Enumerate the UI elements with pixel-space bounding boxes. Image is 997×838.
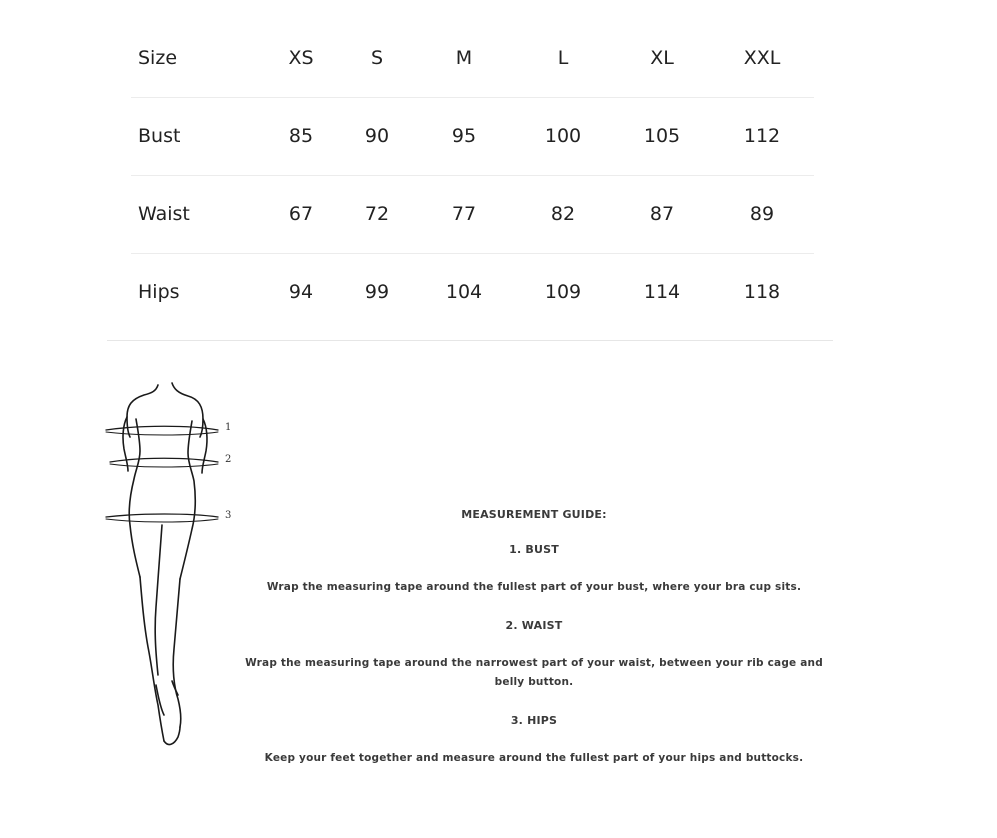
table-divider xyxy=(107,340,833,341)
bust-instructions: Wrap the measuring tape around the fullest part of your bust, where your bra cup sits. xyxy=(266,581,802,593)
table-cell: 94 xyxy=(288,281,314,303)
header-label-size: Size xyxy=(138,47,178,69)
header-size-m: M xyxy=(455,47,473,69)
table-cell: 100 xyxy=(544,125,582,147)
header-size-xxl: XXL xyxy=(743,47,781,69)
marker-1: 1 xyxy=(225,422,232,433)
table-cell: 67 xyxy=(288,203,314,225)
table-cell: 112 xyxy=(743,125,781,147)
header-size-xl: XL xyxy=(650,47,674,69)
measurement-guide xyxy=(240,508,828,790)
row-label-waist: Waist xyxy=(138,203,190,225)
table-cell: 109 xyxy=(544,281,582,303)
row-label-bust: Bust xyxy=(138,125,181,147)
table-cell: 72 xyxy=(364,203,390,225)
table-row-waist xyxy=(131,176,814,254)
table-cell: 95 xyxy=(451,125,477,147)
row-label-hips: Hips xyxy=(138,281,180,303)
hips-heading: 3. HIPS xyxy=(510,714,558,727)
body-outline-icon xyxy=(100,375,240,755)
table-cell: 87 xyxy=(649,203,675,225)
waist-heading: 2. WAIST xyxy=(505,619,563,632)
table-cell: 104 xyxy=(445,281,483,303)
size-chart-table xyxy=(131,20,814,331)
header-size-s: S xyxy=(370,47,384,69)
body-measurement-figure xyxy=(100,375,240,755)
marker-2: 2 xyxy=(225,454,232,465)
hips-instructions: Keep your feet together and measure around the fullest part of your hips and buttocks. xyxy=(264,752,804,764)
table-cell: 105 xyxy=(643,125,681,147)
table-cell: 82 xyxy=(550,203,576,225)
table-cell: 99 xyxy=(364,281,390,303)
table-cell: 85 xyxy=(288,125,314,147)
table-cell: 89 xyxy=(749,203,775,225)
guide-title: MEASUREMENT GUIDE: xyxy=(461,508,607,521)
table-row-bust xyxy=(131,98,814,176)
header-size-xs: XS xyxy=(288,47,314,69)
bust-heading: 1. BUST xyxy=(509,543,559,556)
waist-instructions: Wrap the measuring tape around the narrowest part of your waist, between your rib cage and belly button. xyxy=(245,657,823,688)
table-cell: 118 xyxy=(743,281,781,303)
table-cell: 114 xyxy=(643,281,681,303)
table-row-hips xyxy=(131,254,814,331)
table-cell: 90 xyxy=(364,125,390,147)
table-cell: 77 xyxy=(451,203,477,225)
marker-3: 3 xyxy=(225,510,232,521)
table-header-row xyxy=(131,20,814,98)
header-size-l: L xyxy=(557,47,569,69)
